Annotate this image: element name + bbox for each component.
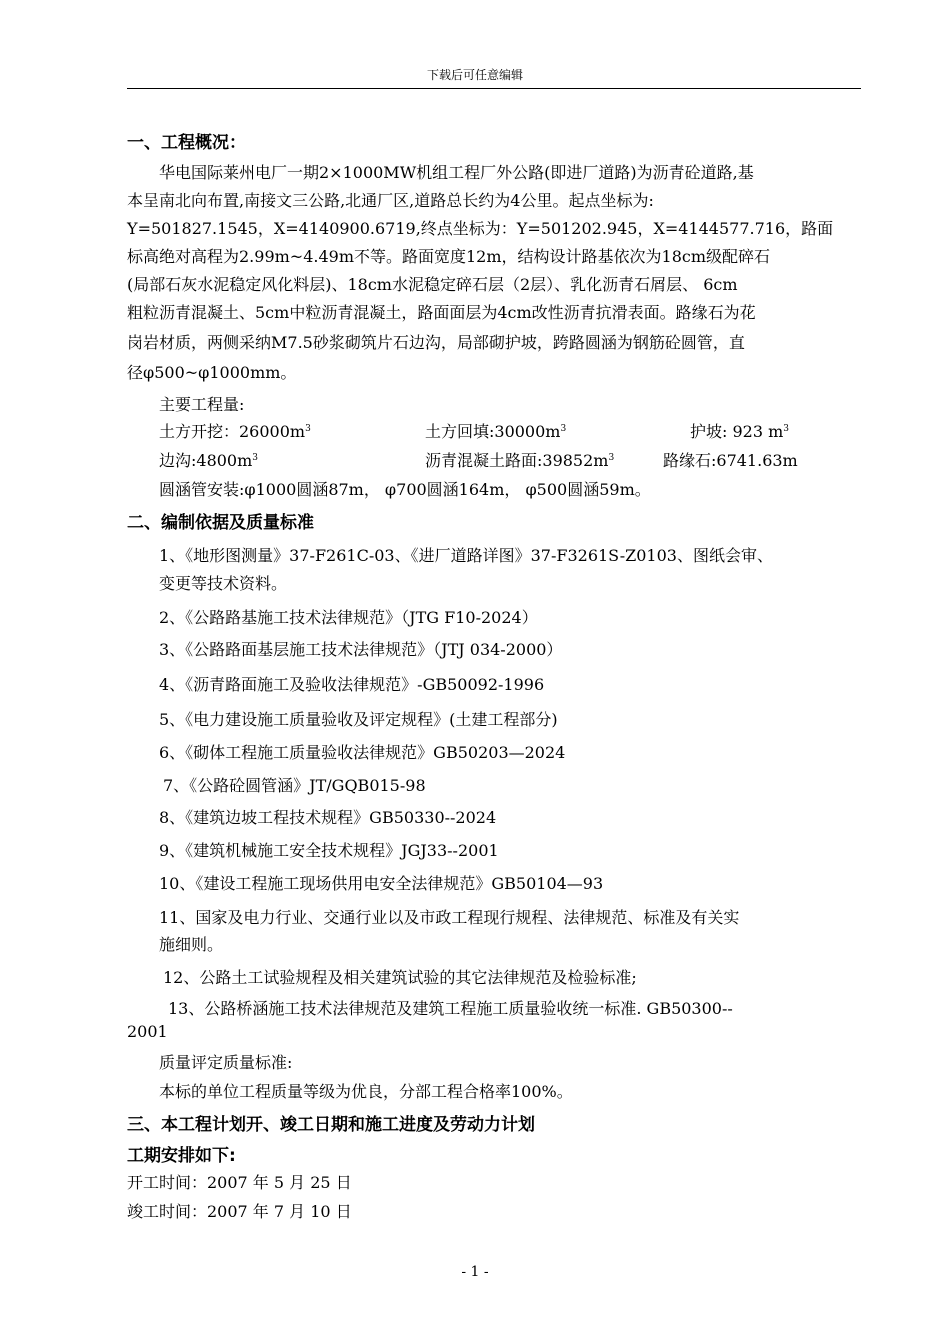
reference-item: 9、《建筑机械施工安全技术规程》JGJ33--2001	[159, 841, 499, 860]
section1-line: 华电国际莱州电厂一期2×1000MW机组工程厂外公路(即进厂道路)为沥青砼道路,基	[159, 163, 754, 182]
reference-item: 11、国家及电力行业、交通行业以及市政工程现行规程、法律规范、标准及有关实	[159, 908, 740, 927]
end-date: 竣工时间：2007 年 7 月 10 日	[127, 1202, 352, 1221]
section1-line: 标高绝对高程为2.99m~4.49m不等。路面宽度12m，结构设计路基依次为18cm级配碎石	[127, 247, 771, 266]
section1-line: 岗岩材质，两侧采纳M7.5砂浆砌筑片石边沟，局部砌护坡，跨路圆涵为钢筋砼圆管，直	[127, 333, 745, 352]
reference-item: 2001	[127, 1022, 168, 1041]
section1-line: (局部石灰水泥稳定风化料层)、18cm水泥稳定碎石层（2层）、乳化沥青石屑层、 6cm	[127, 275, 738, 294]
quantity-backfill: 土方回填$:30000m^3$	[425, 422, 567, 441]
page-number: - 1 -	[461, 1264, 489, 1280]
reference-item: 12、公路土工试验规程及相关建筑试验的其它法律规范及检验标准;	[163, 968, 637, 987]
header-divider	[127, 88, 861, 89]
quantity-culvert: 圆涵管安装:φ1000圆涵87m， φ700圆涵164m， φ500圆涵59m。	[159, 480, 651, 499]
quantity-slope: 护坡: 923 $m^3$	[690, 422, 790, 441]
section3-heading: 三、本工程计划开、竣工日期和施工进度及劳动力计划	[127, 1115, 535, 1135]
reference-item: 7、《公路砼圆管涵》JT/GQB015-98	[163, 776, 426, 795]
reference-item: 施细则。	[159, 935, 224, 954]
reference-item: 2、《公路路基施工技术法律规范》（JTG F10-2024）	[159, 608, 538, 627]
schedule-label: 工期安排如下:	[127, 1146, 236, 1166]
section1-line: 本呈南北向布置,南接文三公路,北通厂区,道路总长约为4公里。起点坐标为:	[127, 191, 654, 210]
quantity-asphalt: 沥青混凝土路面$:39852m^3$	[425, 451, 615, 470]
section1-line: 径φ500~φ1000mm。	[127, 363, 297, 382]
quality-text: 本标的单位工程质量等级为优良，分部工程合格率100%。	[159, 1082, 573, 1101]
reference-item: 3、《公路路面基层施工技术法律规范》（JTJ 034-2000）	[159, 640, 563, 659]
section1-heading: 一、工程概况：	[127, 133, 246, 153]
reference-item: 8、《建筑边坡工程技术规程》GB50330--2024	[159, 808, 497, 827]
quantity-ditch: 边沟$:4800m^3$	[159, 451, 259, 470]
reference-item: 13、公路桥涵施工技术法律规范及建筑工程施工质量验收统一标准. GB50300--	[168, 999, 733, 1018]
quantity-curb: 路缘石:6741.63m	[663, 451, 798, 470]
reference-item: 10、《建设工程施工现场供用电安全法律规范》GB50104—93	[159, 874, 604, 893]
page-header: 下载后可任意编辑	[426, 68, 523, 82]
quality-label: 质量评定质量标准:	[159, 1053, 293, 1072]
section1-line: Y=501827.1545，X=4140900.6719,终点坐标为：Y=501202.945，X=4144577.716，路面	[127, 219, 834, 238]
reference-item: 6、《砌体工程施工质量验收法律规范》GB50203—2024	[159, 743, 566, 762]
reference-item: 4、《沥青路面施工及验收法律规范》-GB50092-1996	[159, 675, 545, 694]
reference-item: 5、《电力建设施工质量验收及评定规程》(土建工程部分)	[159, 710, 558, 729]
quantity-earthwork: 土方开挖：$26000m^3$	[159, 422, 311, 441]
reference-item: 1、《地形图测量》37-F261C-03、《进厂道路详图》37-F3261S-Z0103、图纸会审、	[159, 546, 773, 565]
quantities-label: 主要工程量:	[159, 395, 245, 414]
section2-heading: 二、编制依据及质量标准	[127, 513, 314, 533]
reference-item: 变更等技术资料。	[159, 574, 288, 593]
section1-line: 粗粒沥青混凝土、5cm中粒沥青混凝土，路面面层为4cm改性沥青抗滑表面。路缘石为花	[127, 303, 756, 322]
start-date: 开工时间：2007 年 5 月 25 日	[127, 1173, 352, 1192]
